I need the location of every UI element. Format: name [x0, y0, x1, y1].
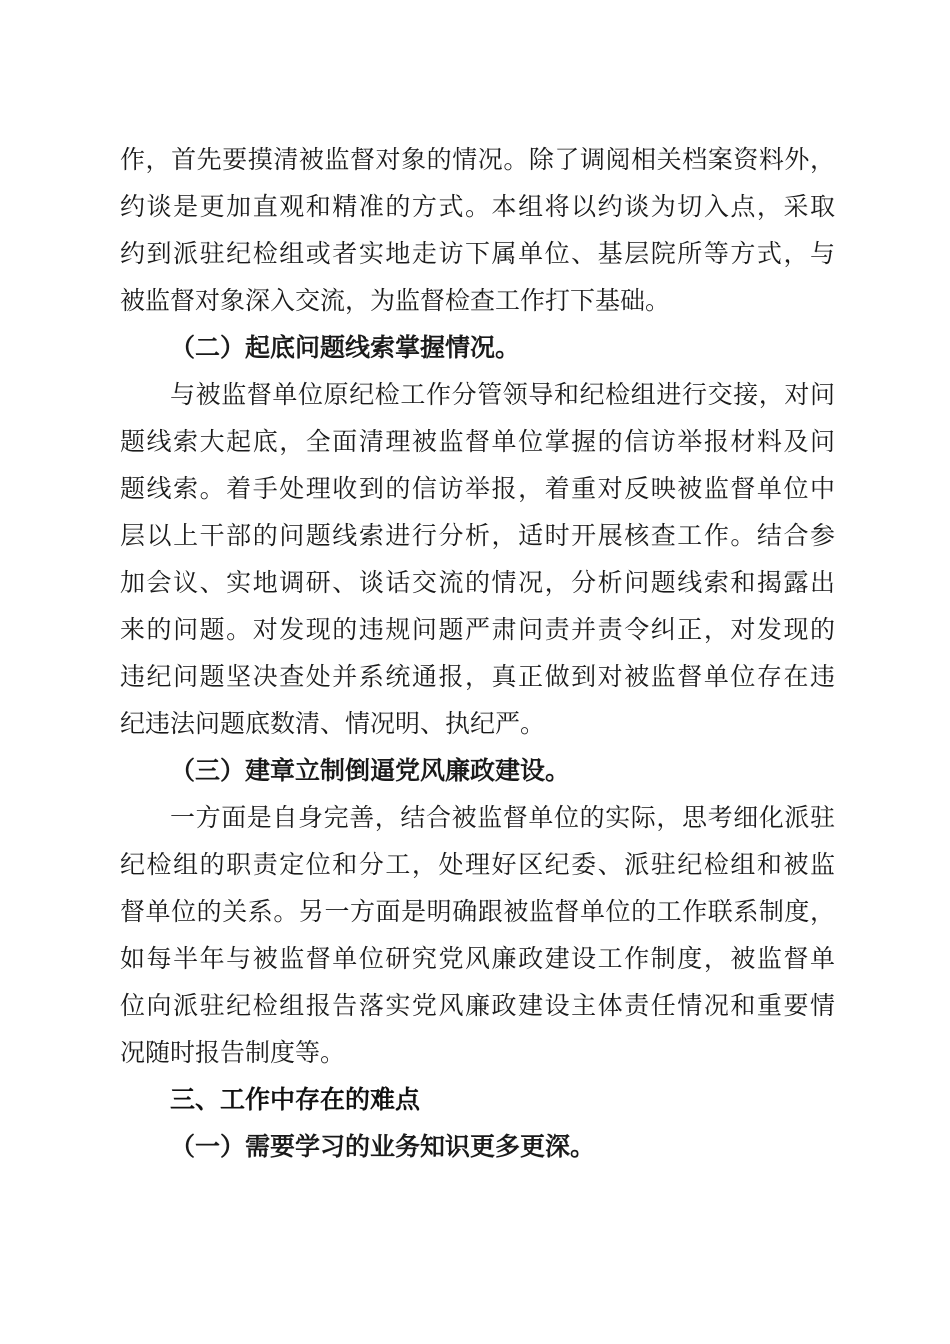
- text-line: 作，首先要摸清被监督对象的情况。除了调阅相关档案资料外，: [120, 145, 835, 174]
- document-body: [120, 136, 835, 1170]
- text-line: 被监督对象深入交流，为监督检查工作打下基础。: [120, 286, 671, 315]
- text-line: 与被监督单位原纪检工作分管领导和纪检组进行交接，对问: [170, 380, 835, 409]
- text-line: 违纪问题坚决查处并系统通报，真正做到对被监督单位存在违: [120, 662, 835, 691]
- text-line: 约到派驻纪检组或者实地走访下属单位、基层院所等方式，与: [120, 239, 835, 268]
- text-line: 来的问题。对发现的违规问题严肃问责并责令纠正，对发现的: [120, 615, 835, 644]
- text-line: 纪检组的职责定位和分工，处理好区纪委、派驻纪检组和被监: [120, 850, 835, 879]
- subheading-business-knowledge: （一）需要学习的业务知识更多更深。: [170, 1132, 596, 1161]
- section-title-difficulties: 三、工作中存在的难点: [170, 1085, 421, 1114]
- paragraph-institution-building: [120, 794, 835, 1076]
- text-line: 一方面是自身完善，结合被监督单位的实际，思考细化派驻: [170, 803, 835, 832]
- subheading-clue-investigation: （二）起底问题线索掌握情况。: [170, 333, 521, 362]
- text-line: 如每半年与被监督单位研究党风廉政建设工作制度，被监督单: [120, 944, 835, 973]
- text-line: 纪违法问题底数清、情况明、执纪严。: [120, 709, 546, 738]
- text-line: 况随时报告制度等。: [120, 1038, 346, 1067]
- text-line: 题线索。着手处理收到的信访举报，着重对反映被监督单位中: [120, 474, 835, 503]
- text-line: 约谈是更加直观和精准的方式。本组将以约谈为切入点，采取: [120, 192, 835, 221]
- text-line: 层以上干部的问题线索进行分析，适时开展核查工作。结合参: [120, 521, 835, 550]
- paragraph-clue-investigation: [120, 371, 835, 747]
- text-line: 题线索大起底，全面清理被监督单位掌握的信访举报材料及问: [120, 427, 835, 456]
- text-line: 加会议、实地调研、谈话交流的情况，分析问题线索和揭露出: [120, 568, 835, 597]
- subheading-institution-building: （三）建章立制倒逼党风廉政建设。: [170, 756, 571, 785]
- text-line: 位向派驻纪检组报告落实党风廉政建设主体责任情况和重要情: [120, 991, 835, 1020]
- text-line: 督单位的关系。另一方面是明确跟被监督单位的工作联系制度，: [120, 897, 835, 926]
- paragraph-continuation: [120, 136, 835, 324]
